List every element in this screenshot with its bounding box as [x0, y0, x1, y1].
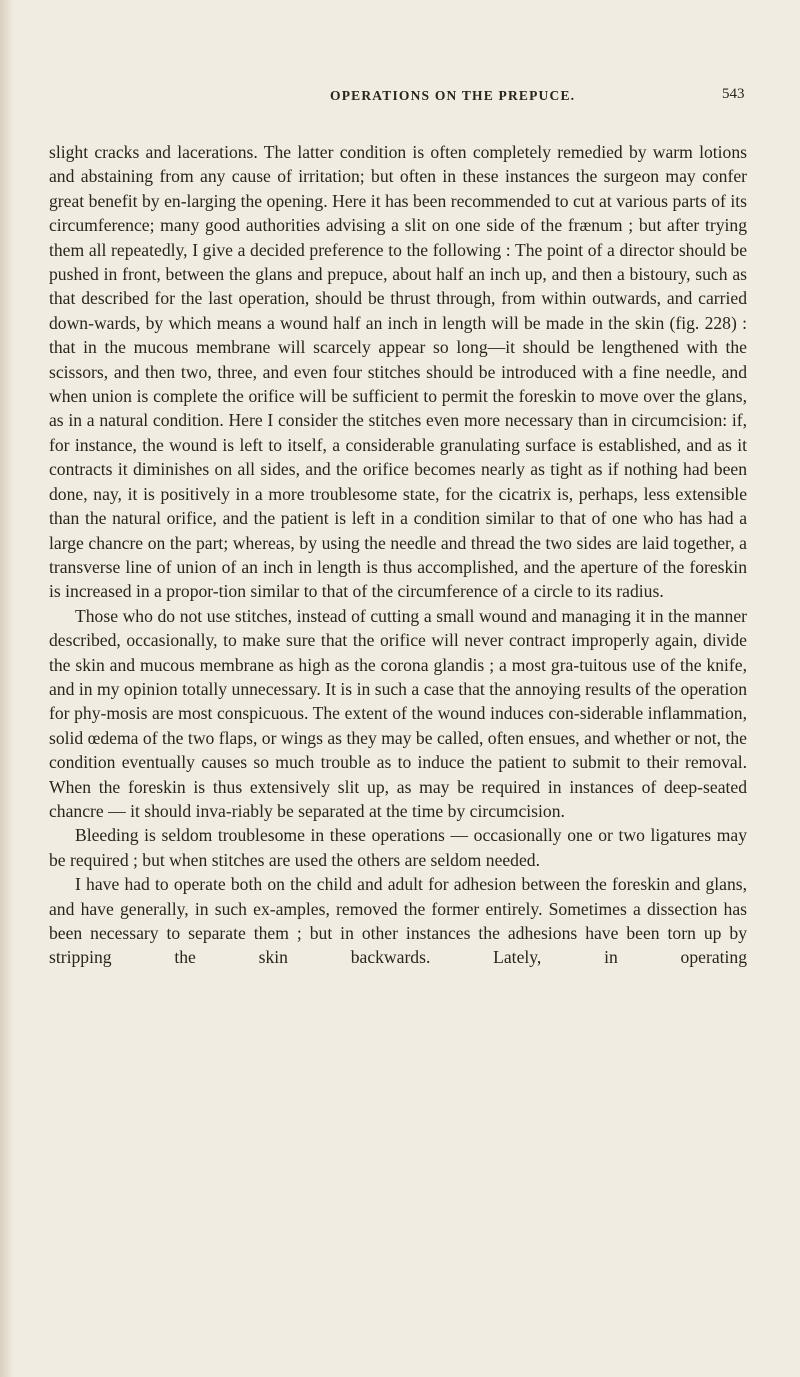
paragraph: slight cracks and lacerations. The latter condition is often completely remedied by warm lotions and abstaining from any cause of irritation; but often in these instances the surgeon may confer great benefit by en-larging the opening. Here it has been recommended to cut at various parts of its circumference; many good authorities advising a slit on one side of the frænum ; but after trying them all repeatedly, I give a decided preference to the following : The point of a director should be pushed in front, between the glans and prepuce, about half an inch up, and then a bistoury, such as that described for the last operation, should be thrust through, from within outwards, and carried down-wards, by which means a wound half an inch in length will be made in the skin (fig. 228) : that in the mucous membrane will scarcely appear so long—it should be lengthened with the scissors, and then two, three, and even four stitches should be introduced with a fine needle, and when union is complete the orifice will be sufficient to permit the foreskin to move over the glans, as in a natural condition. Here I consider the stitches even more necessary than in circumcision: if, for instance, the wound is left to itself, a considerable granulating surface is established, and as it contracts it diminishes on all sides, and the orifice becomes nearly as tight as if nothing had been done, nay, it is positively in a more troublesome state, for the cicatrix is, perhaps, less extensible than the natural orifice, and the patient is left in a condition similar to that of one who has had a large chancre on the part; whereas, by using the needle and thread the two sides are laid together, a transverse line of union of an inch in length is thus accomplished, and the aperture of the foreskin is increased in a propor-tion similar to that of the circumference of a circle to its radius. [49, 142, 747, 602]
body-text [49, 140, 747, 970]
paragraph: Bleeding is seldom troublesome in these operations — occasionally one or two ligatures may be required ; but when stitches are used the others are seldom needed. [49, 825, 747, 870]
paragraph: I have had to operate both on the child and adult for adhesion between the foreskin and glans, and have generally, in such ex-amples, removed the former entirely. Sometimes a dissection has been necessary to separate them ; but in other instances the adhesions have been torn up by stripping the skin backwards. Lately, in operating [49, 874, 747, 968]
paragraph: Those who do not use stitches, instead of cutting a small wound and managing it in the manner described, occasionally, to make sure that the orifice will never contract improperly again, divide the skin and mucous membrane as high as the corona glandis ; a most gra-tuitous use of the knife, and in my opinion totally unnecessary. It is in such a case that the annoying results of the operation for phy-mosis are most conspicuous. The extent of the wound induces con-siderable inflammation, solid œdema of the two flaps, or wings as they may be called, often ensues, and whether or not, the condition eventually causes so much trouble as to induce the patient to submit to their removal. When the foreskin is thus extensively slit up, as may be required in instances of deep-seated chancre — it should inva-riably be separated at the time by circumcision. [49, 605, 747, 821]
page-edge-shadow [0, 0, 14, 1377]
running-title: OPERATIONS ON THE PREPUCE. [330, 88, 576, 103]
page-number: 543 [722, 86, 745, 102]
